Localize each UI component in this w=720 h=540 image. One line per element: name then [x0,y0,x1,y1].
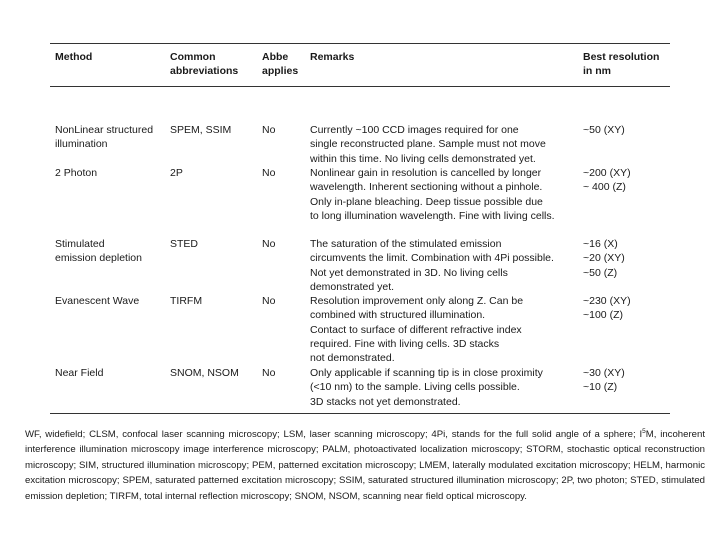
row-abbe: No [262,167,276,179]
row-resolution [583,237,673,280]
row-method [55,294,167,308]
header-resolution-line1: Best resolution [583,51,660,63]
row-remarks [310,123,578,166]
footnote-superscript: 5 [642,427,646,435]
row-resolution-line: ~100 (Z) [583,309,623,322]
row-abbreviation: STED [170,238,199,250]
header-resolution-line2: in nm [583,65,611,77]
header-abbreviations [170,50,256,78]
header-abbe-line2: applies [262,65,299,77]
header-abbe-line1: Abbe [262,51,289,63]
row-remarks [310,366,578,409]
row-abbe: No [262,367,276,379]
row-method-line: Near Field [55,367,104,379]
row-resolution-line: ~30 (XY) [583,367,625,379]
table-bottom-rule [50,413,670,414]
row-method [55,237,167,266]
row-remarks-line: The saturation of the stimulated emission [310,238,502,250]
row-remarks-line: to long illumination wavelength. Fine with living cells. [310,209,555,222]
row-remarks-line: demonstrated yet. [310,280,395,293]
row-method [55,166,167,180]
row-resolution-line: ~ 400 (Z) [583,181,626,194]
row-resolution [583,294,673,323]
row-remarks-line: circumvents the limit. Combination with 4Pi possible. [310,252,554,265]
row-resolution-line: ~200 (XY) [583,167,631,179]
row-remarks-line: required. Fine with living cells. 3D stacks [310,337,500,350]
row-remarks-line: Only applicable if scanning tip is in close proximity [310,367,543,379]
row-resolution-line: ~16 (X) [583,238,618,250]
row-method [55,123,167,152]
row-abbe: No [262,124,276,136]
row-method-line: Evanescent Wave [55,295,140,307]
row-abbreviation: SNOM, NSOM [170,367,239,379]
row-resolution-line: ~50 (XY) [583,124,625,136]
row-remarks-line: not demonstrated. [310,352,395,365]
row-resolution [583,123,673,137]
row-remarks-line: 3D stacks not yet demonstrated. [310,395,461,408]
row-resolution-line: ~230 (XY) [583,295,631,307]
row-remarks-line: Resolution improvement only along Z. Can be [310,295,524,307]
row-remarks-line: Only in-plane bleaching. Deep tissue possible due [310,195,543,208]
header-abbreviations-line1: Common [170,51,216,63]
row-method-line: NonLinear structured [55,124,154,136]
row-remarks-line: Nonlinear gain in resolution is cancelled by longer [310,167,542,179]
row-remarks-line: combined with structured illumination. [310,309,486,322]
row-remarks-line: Contact to surface of different refractive index [310,323,522,336]
row-remarks [310,294,578,365]
row-remarks [310,166,578,223]
row-resolution-line: ~20 (XY) [583,252,625,265]
row-method-line: illumination [55,138,108,151]
row-method-line: 2 Photon [55,167,98,179]
footnote-text-rest: M, incoherent interference illumination microscopy image interference microscopy; PALM, photoactivated localization microscopy; STORM, stochastic optical reconstruction microscopy; SIM, structured illumination microscopy; PEM, patterned excitation microscopy; LMEM, laterally modulated excitation microscopy; HELM, harmonic excitation microscopy; SPEM, saturated patterned excitation microscopy; SSIM, saturated structured illumination microscopy; 2P, two photon; STED, stimulated emission depletion; TIRFM, total internal reflection microscopy; SNOM, NSOM, scanning near field optical microscopy. [25,429,706,502]
header-best-resolution [583,50,673,78]
row-remarks-line: single reconstructed plane. Sample must not move [310,138,546,151]
row-remarks-line: wavelength. Inherent sectioning without a pinhole. [310,181,543,194]
row-resolution [583,166,673,195]
row-remarks-line: Not yet demonstrated in 3D. No living cells [310,266,508,279]
row-resolution [583,366,673,395]
table-top-rule [50,43,670,44]
table-footnote [25,427,705,504]
row-abbreviation: 2P [170,167,183,179]
row-abbreviation: TIRFM [170,295,203,307]
row-method-line: emission depletion [55,252,142,265]
table-mid-rule [50,86,670,87]
row-resolution-line: ~50 (Z) [583,266,618,279]
row-method-line: Stimulated [55,238,105,250]
header-abbe-applies [262,50,302,78]
row-resolution-line: ~10 (Z) [583,381,618,394]
row-abbe: No [262,295,276,307]
row-method [55,366,167,380]
row-remarks [310,237,578,294]
row-remarks-line: (<10 nm) to the sample. Living cells possible. [310,381,520,394]
row-abbreviation: SPEM, SSIM [170,124,232,136]
row-abbe: No [262,238,276,250]
header-abbreviations-line2: abbreviations [170,65,239,77]
header-remarks: Remarks [310,51,355,63]
footnote-text-start: WF, widefield; CLSM, confocal laser scanning microscopy; LSM, laser scanning microscopy; 4Pi, stands for the full solid angle of a sphere; I [25,429,643,440]
row-remarks-line: Currently ~100 CCD images required for one [310,124,519,136]
row-remarks-line: within this time. No living cells demonstrated yet. [310,152,536,165]
header-method: Method [55,51,93,63]
